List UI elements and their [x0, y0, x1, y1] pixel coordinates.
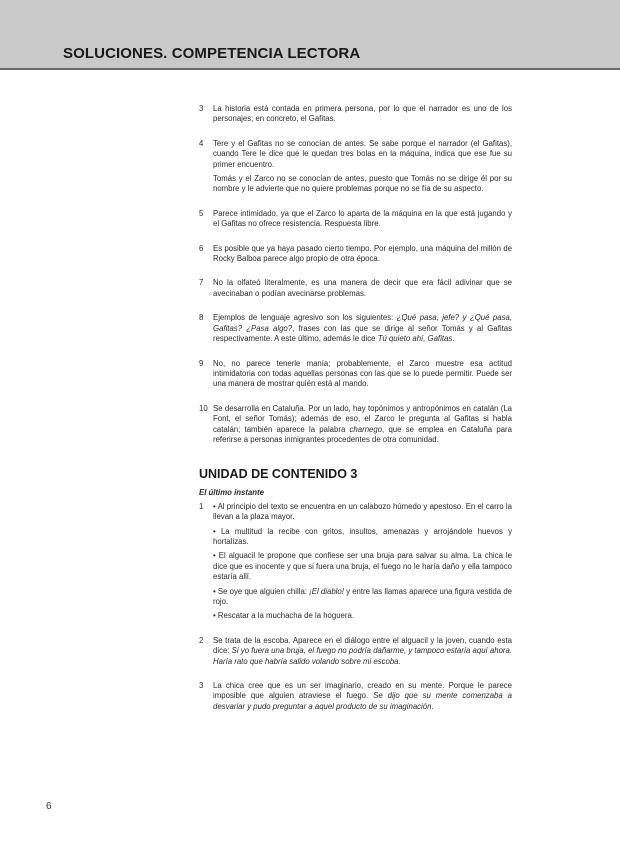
answer-item — [199, 636, 512, 667]
answer-number: 9 — [199, 358, 204, 368]
section-subtitle: El último instante — [199, 488, 264, 498]
answer-number: 3 — [199, 681, 204, 691]
answer-item — [199, 209, 512, 230]
page-number: 6 — [46, 801, 52, 812]
answer-number: 4 — [199, 138, 204, 148]
bullet-text: • La multitud la recibe con gritos, insultos, amenazas y arrojándole huevos y hortalizas. — [213, 526, 512, 546]
answer-number: 1 — [199, 501, 204, 511]
answer-text: Tomás y el Zarco no se conocían de antes, puesto que Tomás no se dirige él por su nombre y le advierte que no quiere problemas porque no se fía de su aspecto. — [213, 174, 512, 194]
answer-item — [199, 313, 512, 344]
bullet-text: • El alguacil le propone que confiese ser una bruja para salvar su alma. La chica le dice que es inocente y que si fuera una bruja, el fuego no le haría daño y ella tampoco estaría allí. — [213, 551, 512, 582]
answer-number: 5 — [199, 208, 204, 218]
page-header-title: SOLUCIONES. COMPETENCIA LECTORA — [63, 45, 361, 62]
answer-number: 10 — [199, 403, 208, 413]
answer-text: Tere y el Gafitas no se conocían de antes. Se sabe porque el narrador (el Gafitas), cuando Tere le dice que le quedan tres bolas en la máquina, indica que ese fue su primer encuentro. — [213, 138, 512, 169]
answer-text: La historia está contada en primera persona, por lo que el narrador es uno de los personajes; en concreto, el Gafitas. — [213, 104, 512, 124]
answer-text: Es posible que ya haya pasado cierto tiempo. Por ejemplo, una máquina del millón de Rocky Balboa parece algo propio de otra época. — [213, 243, 512, 264]
main-content — [199, 104, 512, 726]
section-title: UNIDAD DE CONTENIDO 3 — [199, 467, 358, 482]
answer-text: No la olfateó literalmente, es una manera de decir que era fácil adivinar que se avecinaban o podían avecinarse problemas. — [213, 278, 512, 298]
bullet-text: • Se oye que alguien chilla: ¡El diablo! y entre las llamas aparece una figura vestida de rojo. — [213, 586, 512, 606]
header-divider — [0, 68, 620, 70]
answer-text: No, no parece tenerle manía; probablemente, el Zarco muestre esa actitud intimidatoria con todas aquellas personas con las que se lo puede permitir. Puede ser una manera de mostrar quién está al mando. — [213, 358, 512, 389]
answer-text: Parece intimidado, ya que el Zarco lo aparta de la máquina en la que está jugando y el Gafitas no ofrece resistencia. Respuesta libre. — [213, 208, 512, 229]
answer-item — [199, 278, 512, 299]
answer-number: 8 — [199, 313, 204, 323]
answer-item — [199, 359, 512, 390]
answer-number: 3 — [199, 104, 204, 113]
answer-text: La chica cree que es un ser imaginario, creado en su mente. Porque le parece imposible que alguien atraviese el fuego. Se dijo que su mente comenzaba a desvariar y pudo preguntar a aquel producto de su imaginación. — [213, 681, 512, 711]
answer-text: Se desarrolla en Cataluña. Por un lado, hay topónimos y antropónimos en catalán (La Font, el señor Tomás); además de eso, el Zarco le pregunta al Gafitas si habla catalán; también aparece la palabra charnego, que se emplea en Cataluña para referirse a personas inmigrantes procedentes de otra comunidad. — [213, 403, 512, 444]
answer-text: Se trata de la escoba. Aparece en el diálogo entre el alguacil y la joven, cuando esta dice: Si yo fuera una bruja, el fuego no podría dañarme, y tampoco estaría aquí ahora. Haría rato que habría salido volando sobre mi escoba. — [213, 635, 513, 666]
answer-item — [199, 404, 512, 446]
answer-number: 2 — [199, 635, 204, 645]
answer-item — [199, 104, 512, 125]
answer-text: Ejemplos de lenguaje agresivo son los siguientes: ¿Qué pasa, jefe? y ¿Qué pasa, Gafitas? ¿Pasa algo?, frases con las que se dirige al señor Tomás y al Gafitas respectivamente. A este último, además le dice Tú quieto ahí, Gafitas. — [213, 313, 513, 344]
answer-item — [199, 139, 512, 195]
answer-item — [199, 244, 512, 265]
answer-number: 7 — [199, 278, 204, 288]
answer-number: 6 — [199, 243, 204, 253]
bullet-text: • Al principio del texto se encuentra en un calabozo húmedo y apestoso. En el carro la llevan a la plaza mayor. — [213, 501, 512, 522]
answer-item — [199, 502, 512, 622]
answer-item — [199, 681, 512, 712]
bullet-text: • Rescatar a la muchacha de la hoguera. — [213, 611, 354, 621]
